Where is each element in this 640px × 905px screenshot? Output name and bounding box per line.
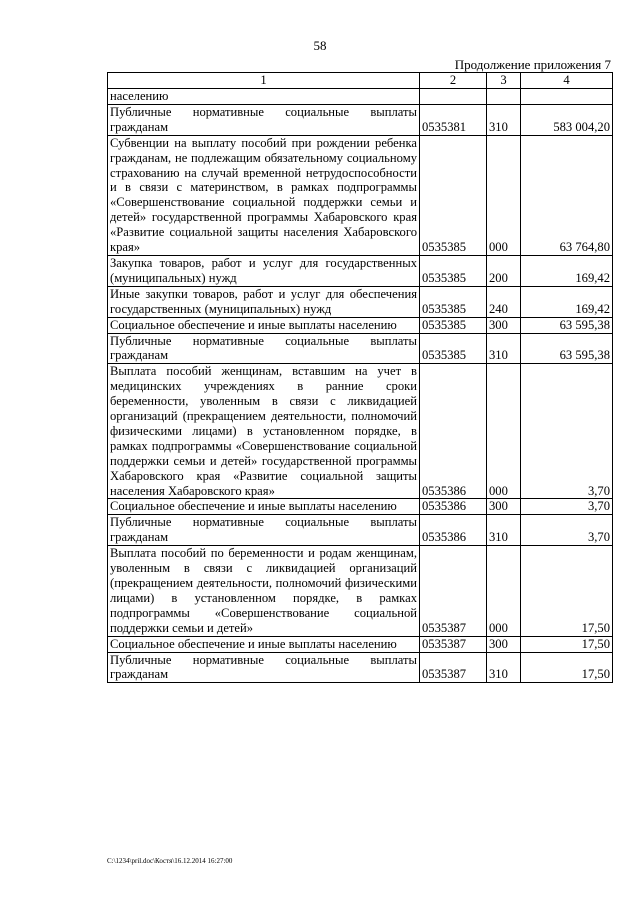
row-sum: 3,70 [521,499,613,515]
row-sum: 169,42 [521,286,613,317]
row-sum: 63 595,38 [521,333,613,364]
table-row [108,104,613,135]
row-sum: 17,50 [521,546,613,636]
continuation-caption: Продолжение приложения 7 [454,57,611,72]
row-vr-code: 200 [487,255,521,286]
row-sum: 3,70 [521,515,613,546]
row-vr-code: 000 [487,546,521,636]
row-name: Выплата пособий по беременности и родам женщинам, уволенным в связи с ликвидацией организаций (прекращением деятельности, полномочий физическими лицами) в установленном порядке, в рамках подпрограммы «Совершенствование социальной поддержки семьи и детей» [108,546,420,636]
row-name: населению [108,89,420,105]
row-name: Социальное обеспечение и иные выплаты населению [108,499,420,515]
table-row [108,333,613,364]
table-row [108,636,613,652]
row-name: Публичные нормативные социальные выплаты гражданам [108,104,420,135]
budget-table [107,72,613,683]
row-name: Субвенции на выплату пособий при рождении ребенка гражданам, не подлежащим обязательному социальному страхованию на случай временной нетрудоспособности и в связи с материнством, в рамках подпрограммы «Совершенствование социальной поддержки семьи и детей» государственной программы Хабаровского края «Развитие социальной защиты населения Хабаровского края» [108,135,420,255]
row-name: Публичные нормативные социальные выплаты гражданам [108,515,420,546]
row-csr-code: 0535386 [420,515,487,546]
row-csr-code: 0535381 [420,104,487,135]
row-name: Иные закупки товаров, работ и услуг для обеспечения государственных (муниципальных) нужд [108,286,420,317]
table-row [108,255,613,286]
row-vr-code: 000 [487,364,521,499]
row-csr-code: 0535385 [420,333,487,364]
row-sum: 17,50 [521,636,613,652]
row-sum: 3,70 [521,364,613,499]
row-csr-code: 0535387 [420,546,487,636]
table-row [108,286,613,317]
row-name: Закупка товаров, работ и услуг для государственных (муниципальных) нужд [108,255,420,286]
row-vr-code: 310 [487,104,521,135]
table-row [108,515,613,546]
table-row [108,135,613,255]
row-sum: 583 004,20 [521,104,613,135]
row-vr-code: 300 [487,317,521,333]
footer-file-path: C:\1234\pril.doc\Костя\16.12.2014 16:27:00 [107,857,233,865]
header-col-2: 2 [420,73,487,89]
table-row [108,364,613,499]
row-sum [521,89,613,105]
row-name: Выплата пособий женщинам, вставшим на учет в медицинских учреждениях в ранние сроки беременности, уволенным в связи с ликвидацией организаций (прекращением деятельности, полномочий физическими лицами) в установленном порядке, в рамках подпрограммы «Совершенствование социальной поддержки семьи и детей» государственной программы Хабаровского края «Развитие социальной защиты населения Хабаровского края» [108,364,420,499]
row-csr-code: 0535385 [420,286,487,317]
page-number: 58 [313,38,327,53]
row-name: Публичные нормативные социальные выплаты гражданам [108,652,420,683]
header-col-1: 1 [108,73,420,89]
header-col-3: 3 [487,73,521,89]
table-body [108,89,613,683]
table-row [108,652,613,683]
table-row [108,317,613,333]
row-sum: 63 764,80 [521,135,613,255]
row-sum: 17,50 [521,652,613,683]
row-csr-code [420,89,487,105]
row-csr-code: 0535387 [420,636,487,652]
row-name: Социальное обеспечение и иные выплаты населению [108,317,420,333]
row-vr-code: 300 [487,499,521,515]
row-vr-code: 310 [487,515,521,546]
row-vr-code: 310 [487,333,521,364]
row-csr-code: 0535385 [420,255,487,286]
row-csr-code: 0535387 [420,652,487,683]
row-vr-code [487,89,521,105]
row-vr-code: 300 [487,636,521,652]
row-vr-code: 240 [487,286,521,317]
row-sum: 63 595,38 [521,317,613,333]
row-name: Публичные нормативные социальные выплаты гражданам [108,333,420,364]
row-name: Социальное обеспечение и иные выплаты населению [108,636,420,652]
table-row [108,499,613,515]
row-sum: 169,42 [521,255,613,286]
row-vr-code: 000 [487,135,521,255]
table-row [108,546,613,636]
row-vr-code: 310 [487,652,521,683]
header-col-4: 4 [521,73,613,89]
row-csr-code: 0535385 [420,135,487,255]
table-header-row [108,73,613,89]
row-csr-code: 0535386 [420,364,487,499]
row-csr-code: 0535385 [420,317,487,333]
table-row [108,89,613,105]
row-csr-code: 0535386 [420,499,487,515]
